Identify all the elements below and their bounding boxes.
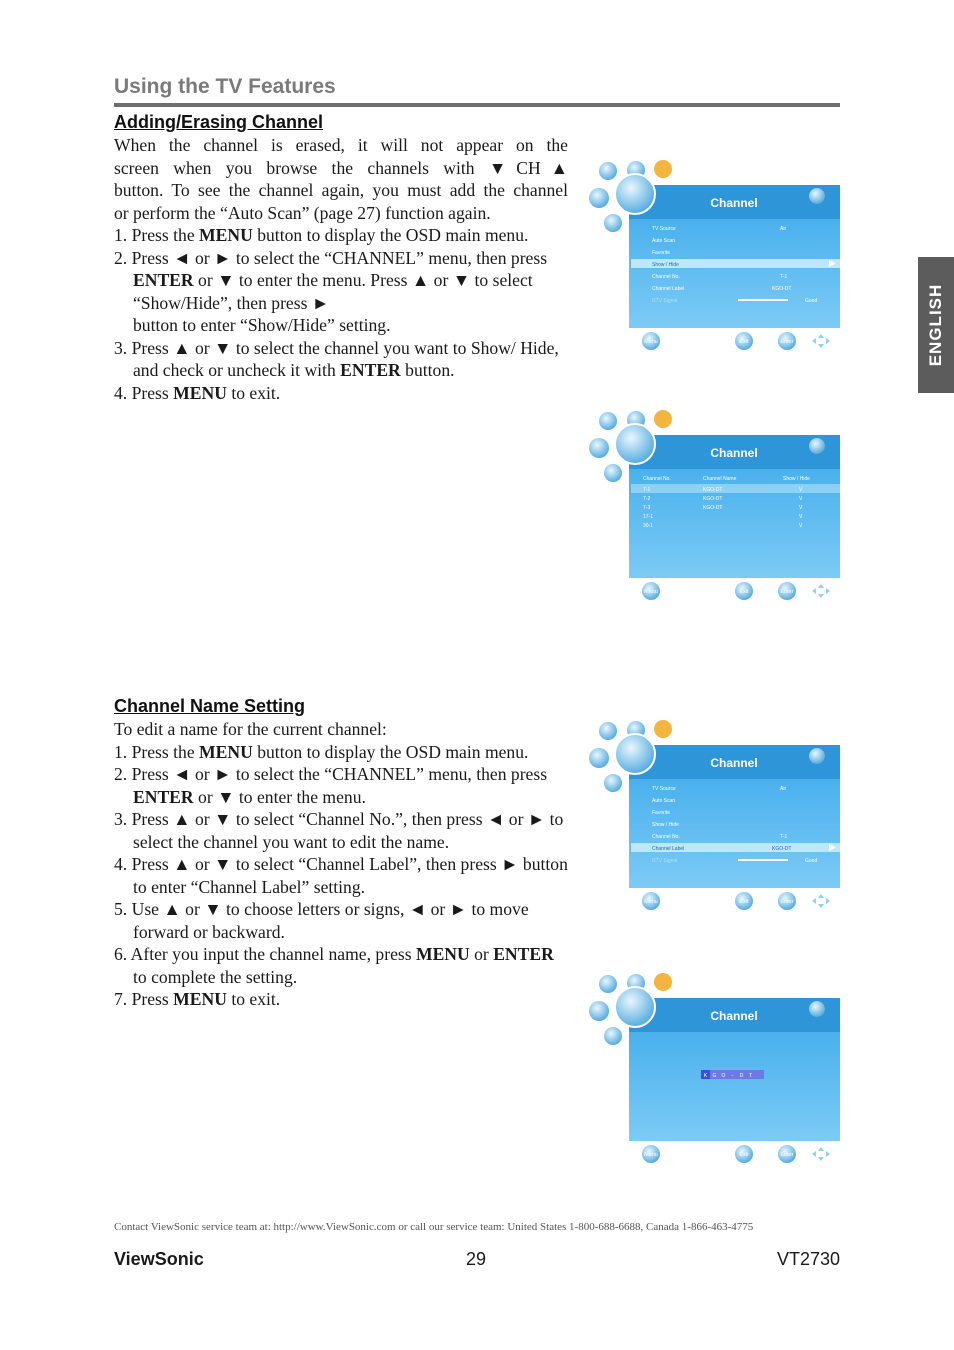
menu-value: Good: [805, 298, 818, 304]
selected-row: [631, 484, 840, 493]
menu-item: Channel Label: [652, 846, 685, 852]
menu-item: DTV Signal: [652, 858, 678, 864]
menu-item: Channel No.: [652, 834, 680, 840]
audio-icon: [589, 748, 609, 768]
step-continuation: button to enter “Show/Hide” setting.: [133, 315, 391, 335]
intro-line: button. To see the channel again, you must add the channel: [114, 180, 568, 200]
table-cell: 30-1: [643, 523, 654, 529]
exit-button-label: Exit: [739, 339, 749, 345]
signal-bar: [738, 859, 788, 861]
lock-icon: [654, 410, 672, 428]
menu-item: Show / Hide: [652, 262, 679, 268]
setup-icon: [604, 464, 622, 482]
menu-value: Good: [805, 858, 818, 864]
setup-icon: [604, 214, 622, 232]
navigation-arrows-icon: [812, 894, 830, 908]
menu-item: DTV Signal: [652, 298, 678, 304]
osd-channel-menu-label: [586, 705, 842, 903]
table-cell: KGO-DT: [703, 505, 723, 511]
table-header: Show / Hide: [783, 476, 810, 482]
channel-satellite-icon: [615, 174, 655, 214]
label-char: T: [748, 1073, 753, 1079]
step-item: 3. Press ▲ or ▼ to select the channel you want to Show/ Hide, and check or uncheck it with ENTER button.: [114, 337, 559, 380]
channel-name-body: [114, 718, 568, 1011]
table-cell: 7-3: [643, 505, 651, 511]
menu-button-label: Menu: [644, 899, 658, 905]
channel-satellite-icon: [615, 424, 655, 464]
step-item: 1. Press the MENU button to display the OSD main menu.: [114, 741, 529, 762]
label-char: D: [739, 1073, 744, 1079]
navigation-arrows-icon: [812, 1147, 830, 1161]
step-item: 5. Use ▲ or ▼ to choose letters or signs, ◄ or ► to move forward or backward.: [114, 899, 529, 942]
intro-line: or perform the “Auto Scan” (page 27) function again.: [114, 202, 491, 223]
label-char: K: [703, 1073, 708, 1079]
picture-icon: [599, 412, 617, 430]
table-cell: 7-1: [643, 487, 651, 493]
table-cell: KGO-DT: [703, 496, 723, 502]
picture-icon: [599, 162, 617, 180]
table-cell: V: [799, 505, 803, 511]
osd-title: Channel: [710, 196, 758, 210]
table-cell: 17-1: [643, 514, 654, 520]
channel-label-field: [701, 1070, 764, 1079]
language-tab: [918, 257, 954, 393]
table-cell: V: [799, 496, 803, 502]
menu-button-label: Menu: [644, 1152, 658, 1158]
menu-item: Auto Scan: [652, 798, 676, 804]
exit-button-label: Exit: [739, 589, 749, 595]
header-rule: [114, 103, 840, 107]
menu-value: KGO-DT: [772, 286, 792, 292]
intro-line: When the channel is erased, it will not appear on the: [114, 135, 568, 155]
osd-title: Channel: [710, 1009, 758, 1023]
footer-contact: Contact ViewSonic service team at: http://www.ViewSonic.com or call our service team: United States 1-800-688-6688, Canada 1-866-463-4775: [114, 1221, 754, 1233]
table-cell: V: [799, 523, 803, 529]
intro-line: To edit a name for the current channel:: [114, 719, 387, 739]
menu-item: Channel Label: [652, 286, 685, 292]
menu-item: TV Source: [652, 786, 676, 792]
channel-name-heading: Channel Name Setting: [114, 696, 306, 716]
enter-button-label: Enter: [780, 339, 794, 345]
menu-item: Show / Hide: [652, 822, 679, 828]
picture-icon: [599, 722, 617, 740]
person-icon: [809, 748, 825, 764]
table-cell: V: [799, 514, 803, 520]
step-item: 1. Press the MENU button to display the OSD main menu.: [114, 225, 529, 245]
table-header: Channel Name: [703, 476, 737, 482]
table-header: Channel No.: [643, 476, 671, 482]
osd-channel-menu-showhide: [586, 145, 842, 343]
enter-button-label: Enter: [780, 1152, 794, 1158]
language-tab-label: ENGLISH: [926, 283, 945, 367]
channel-satellite-icon: [615, 734, 655, 774]
adding-channel-body: [114, 134, 568, 404]
menu-value: 7-1: [780, 274, 788, 280]
signal-bar: [738, 299, 788, 301]
label-char: O: [721, 1073, 726, 1079]
audio-icon: [589, 438, 609, 458]
exit-button-label: Exit: [739, 899, 749, 905]
setup-icon: [604, 1027, 622, 1045]
lock-icon: [654, 160, 672, 178]
label-char: G: [712, 1073, 717, 1079]
picture-icon: [599, 975, 617, 993]
table-cell: V: [799, 487, 803, 493]
table-cell: 7-2: [643, 496, 651, 502]
person-icon: [809, 1001, 825, 1017]
step-item: 7. Press MENU to exit.: [114, 989, 281, 1009]
footer-model: VT2730: [776, 1249, 840, 1269]
enter-button-label: Enter: [780, 589, 794, 595]
person-icon: [809, 438, 825, 454]
adding-channel-heading: Adding/Erasing Channel: [114, 112, 324, 132]
step-item: 3. Press ▲ or ▼ to select “Channel No.”, then press ◄ or ► to select the channel you want to edit the name.: [114, 809, 564, 852]
osd-showhide-table: [586, 395, 842, 593]
osd-title: Channel: [710, 446, 758, 460]
person-icon: [809, 188, 825, 204]
navigation-arrows-icon: [812, 584, 830, 598]
osd-channel-label-edit: [586, 958, 842, 1156]
menu-item: Channel No.: [652, 274, 680, 280]
enter-button-label: Enter: [780, 899, 794, 905]
step-item: 4. Press ▲ or ▼ to select “Channel Label”, then press ► button to enter “Channel Label” setting.: [114, 854, 568, 897]
menu-item: Favorite: [652, 250, 671, 256]
menu-button-label: Menu: [644, 589, 658, 595]
lock-icon: [654, 720, 672, 738]
menu-value: Air: [780, 786, 787, 792]
label-char: -: [731, 1073, 734, 1079]
step-item: 2. Press ◄ or ► to select the “CHANNEL” menu, then press ENTER or ▼ to enter the menu.: [114, 764, 548, 807]
page-number: 29: [466, 1249, 487, 1269]
menu-value: Air: [780, 226, 787, 232]
audio-icon: [589, 1001, 609, 1021]
exit-button-label: Exit: [739, 1152, 749, 1158]
menu-button-label: Menu: [644, 339, 658, 345]
section-title: Using the TV Features: [114, 75, 336, 98]
step-item: 2. Press ◄ or ► to select the “CHANNEL” menu, then press ENTER or ▼ to enter the menu. Press ▲ or ▼ to select “Show/Hide”, then press ►: [114, 247, 548, 313]
menu-item: Favorite: [652, 810, 671, 816]
lock-icon: [654, 973, 672, 991]
menu-value: KGO-DT: [772, 846, 792, 852]
menu-item: TV Source: [652, 226, 676, 232]
setup-icon: [604, 774, 622, 792]
intro-line: screen when you browse the channels with ▼CH▲: [114, 157, 568, 178]
audio-icon: [589, 188, 609, 208]
channel-satellite-icon: [615, 987, 655, 1027]
osd-title: Channel: [710, 756, 758, 770]
navigation-arrows-icon: [812, 334, 830, 348]
step-item: 6. After you input the channel name, press MENU or ENTER to complete the setting.: [114, 944, 554, 987]
footer-brand: ViewSonic: [114, 1249, 204, 1269]
step-item: 4. Press MENU to exit.: [114, 382, 281, 403]
menu-item: Auto Scan: [652, 238, 676, 244]
table-cell: KGO-DT: [703, 487, 723, 493]
menu-value: 7-1: [780, 834, 788, 840]
